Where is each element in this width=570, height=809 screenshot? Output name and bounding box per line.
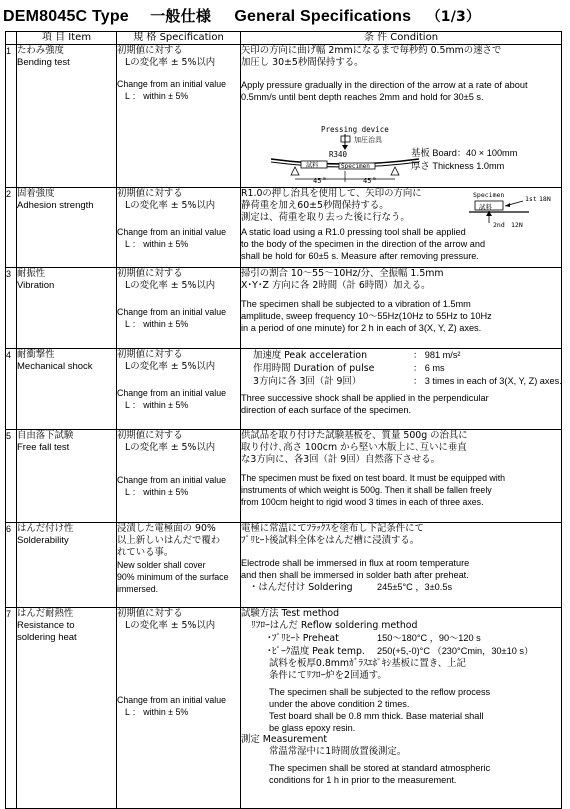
spec-en2: L ： within ± 5% bbox=[125, 239, 189, 249]
adhesion-diagram bbox=[465, 189, 555, 233]
cond-l11: 測定 Measurement bbox=[241, 734, 328, 745]
row-num: 3 bbox=[6, 268, 17, 349]
spec-en1: Change from an initial value bbox=[117, 307, 227, 317]
spec-table bbox=[5, 31, 562, 809]
spec-jp2: 以上新しいはんだで覆わ bbox=[117, 535, 221, 546]
item-jp: 耐振性 bbox=[17, 268, 46, 279]
spec-en2: L ： within ± 5% bbox=[125, 400, 189, 410]
header-item: 項 目 Item bbox=[17, 32, 117, 45]
adh-second-val: 12N bbox=[511, 221, 523, 229]
row-num: 6 bbox=[6, 523, 17, 608]
thick-jp: 厚さ bbox=[411, 161, 430, 172]
adh-arrowhead-1st bbox=[505, 203, 510, 207]
spec-jp2: Lの変化率 ± 5%以内 bbox=[125, 620, 216, 631]
spec-jp1: 初期値に対する bbox=[117, 45, 183, 56]
spec-en1: Change from an initial value bbox=[117, 227, 227, 237]
diagram-specimen-jp: 試料 bbox=[306, 162, 319, 169]
dur-val: ： 6 ms bbox=[413, 363, 445, 373]
row-spec bbox=[117, 349, 241, 430]
row-spec bbox=[117, 430, 241, 523]
spec-en3: immersed. bbox=[117, 584, 159, 594]
cond-l9: Test board shall be 0.8 mm thick. Base material shall bbox=[269, 711, 484, 721]
shock-dur bbox=[241, 362, 561, 375]
row-condition bbox=[241, 45, 562, 188]
item-en: Vibration bbox=[17, 280, 55, 291]
cond-en2: 0.5mm/s until bent depth reaches 2mm and hold for 30±5 s. bbox=[241, 92, 484, 102]
cond-jp2: 取り付け､高さ 100cm から堅い木版上に､互いに垂直 bbox=[241, 442, 467, 453]
item-en2: soldering heat bbox=[17, 632, 77, 643]
title-model: DEM8045C Type bbox=[3, 8, 129, 25]
cond-l14: conditions for 1 h in prior to the measurement. bbox=[269, 775, 457, 785]
page-title bbox=[3, 2, 563, 30]
spec-jp2: Lの変化率 ± 5%以内 bbox=[125, 361, 216, 372]
row-num: 2 bbox=[6, 188, 17, 268]
row-spec bbox=[117, 188, 241, 268]
adh-specimen-en: Specimen bbox=[473, 191, 505, 199]
cond-jp1: 掃引の割合 10～55～10Hz/分、全振幅 1.5mm bbox=[241, 268, 444, 279]
row-num: 1 bbox=[6, 45, 17, 188]
row-condition bbox=[241, 430, 562, 523]
cond-jp3: な3方向に、各3回（計 9回）自然落下させる。 bbox=[241, 454, 441, 465]
spec-jp1: 初期値に対する bbox=[117, 608, 183, 619]
spec-en1: Change from an initial value bbox=[117, 475, 227, 485]
cond-en2: to the body of the specimen in the direction of the arrow and bbox=[241, 239, 486, 249]
cond-l10: be glass epoxy resin. bbox=[269, 723, 356, 733]
spec-en1: New solder shall cover bbox=[117, 560, 206, 570]
table-row bbox=[6, 523, 562, 608]
row-spec bbox=[117, 45, 241, 188]
cond-en2: and then shall be immersed in solder bath after preheat. bbox=[241, 570, 469, 580]
row-item bbox=[17, 349, 117, 430]
row-num: 5 bbox=[6, 430, 17, 523]
diagram-dim-left-unit: m bbox=[323, 177, 326, 182]
cond-en2: instruments of which weight is 500g. Then it shall be fallen freely bbox=[241, 485, 492, 495]
spec-jp1: 初期値に対する bbox=[117, 268, 183, 279]
board-jp: 基板 bbox=[411, 148, 430, 159]
cond-l3a: ･ﾌﾟﾘﾋｰﾄ Preheat bbox=[267, 633, 339, 644]
item-en: Mechanical shock bbox=[17, 361, 93, 372]
adh-first: 1st bbox=[525, 195, 537, 203]
row-item bbox=[17, 45, 117, 188]
cond-en2: direction of each surface of the specimen. bbox=[241, 405, 412, 415]
spec-en2: L ： within ± 5% bbox=[125, 707, 189, 717]
cond-l6: 条件にてﾘﾌﾛｰ炉を2回通す。 bbox=[269, 670, 387, 681]
diagram-r-label: R340 bbox=[329, 150, 348, 159]
row-condition bbox=[241, 188, 562, 268]
cond-soldering bbox=[241, 581, 561, 594]
row-condition bbox=[241, 608, 562, 809]
cond-jp2: 加圧し 30±5秒間保持する。 bbox=[241, 57, 364, 68]
adh-specimen-jp: 試料 bbox=[479, 203, 492, 211]
cond-l4b: 250(+5,-0)°C （230°Cmin，30±10 s） bbox=[377, 646, 534, 656]
row-item bbox=[17, 608, 117, 809]
cond-en3: shall be hold for 60±5 s. Measure after removing pressure. bbox=[241, 251, 479, 261]
spec-en2: 90% minimum of the surface bbox=[117, 572, 229, 582]
cond-l4a: ･ﾋﾟｰｸ温度 Peak temp. bbox=[267, 646, 365, 657]
table-row bbox=[6, 188, 562, 268]
spec-jp1: 浸漬した電極面の 90% bbox=[117, 523, 216, 534]
shock-dir bbox=[241, 375, 561, 388]
cond-jp1: R1.0の押し治具を使用して、矢印の方向に bbox=[241, 188, 422, 199]
cond-en1: A static load using a R1.0 pressing tool shall be applied bbox=[241, 227, 466, 237]
support-left bbox=[291, 167, 299, 175]
row-condition bbox=[241, 268, 562, 349]
row-condition bbox=[241, 349, 562, 430]
cond-l8: under the above condition 2 times. bbox=[269, 699, 410, 709]
spec-en1: Change from an initial value bbox=[117, 79, 227, 89]
item-jp: 固着強度 bbox=[17, 188, 55, 199]
cond-peak bbox=[241, 645, 561, 658]
shock-acc bbox=[241, 349, 561, 362]
cond-l13: The specimen shall be stored at standard atmospheric bbox=[269, 763, 491, 773]
diagram-pressing-jp: 加圧治具 bbox=[354, 136, 382, 144]
cond-l3b: 150～180°C ，90～120 s bbox=[377, 633, 481, 643]
spec-jp1: 初期値に対する bbox=[117, 430, 183, 441]
cond-en1: Electrode shall be immersed in flux at room temperature bbox=[241, 558, 470, 568]
row-num: 4 bbox=[6, 349, 17, 430]
cond-jp1: 矢印の方向に曲げ幅 2mmになるまで毎秒約 0.5mmの速さで bbox=[241, 45, 502, 56]
spec-jp1: 初期値に対する bbox=[117, 188, 183, 199]
spec-jp2: Lの変化率 ± 5%以内 bbox=[125, 200, 216, 211]
row-spec bbox=[117, 268, 241, 349]
cond-en3-val: 245±5°C ，3±0.5s bbox=[377, 582, 453, 592]
cond-l5: 試料を板厚0.8mmｶﾞﾗｽｴﾎﾟｷｼ基板に置き、上記 bbox=[269, 658, 466, 669]
table-row bbox=[6, 45, 562, 188]
thick-en: Thickness 1.0mm bbox=[432, 161, 505, 171]
diagram-dim-right: 45 bbox=[363, 177, 372, 183]
cond-jp3: 測定は、荷重を取り去った後に行なう。 bbox=[241, 212, 410, 223]
diagram-dim-right-unit: m bbox=[373, 177, 376, 182]
row-item bbox=[17, 523, 117, 608]
header-condition: 条 件 Condition bbox=[241, 32, 562, 45]
board-spec bbox=[411, 147, 517, 173]
cond-en1: The specimen shall be subjected to a vibration of 1.5mm bbox=[241, 299, 471, 309]
adh-second: 2nd bbox=[493, 221, 505, 229]
cond-en1: Three successive shock shall be applied in the perpendicular bbox=[241, 393, 489, 403]
row-num: 7 bbox=[6, 608, 17, 809]
item-jp: たわみ強度 bbox=[17, 45, 64, 56]
item-en: Bending test bbox=[17, 57, 70, 68]
diagram-specimen-en: Specimen bbox=[341, 163, 370, 170]
spec-en2: L ： within ± 5% bbox=[125, 487, 189, 497]
item-en: Free fall test bbox=[17, 442, 70, 453]
spec-jp2: Lの変化率 ± 5%以内 bbox=[125, 280, 216, 291]
cond-en2: amplitude, sweep frequency 10～55Hz(10Hz to 55Hz to 10Hz bbox=[241, 311, 492, 321]
table-row bbox=[6, 268, 562, 349]
spec-jp1: 初期値に対する bbox=[117, 349, 183, 360]
table-row bbox=[6, 349, 562, 430]
title-en: General Specifications bbox=[234, 8, 412, 25]
cond-jp1: 供試品を取り付けた試験基板を、質量 500g の治具に bbox=[241, 430, 468, 441]
spec-en1: Change from an initial value bbox=[117, 695, 227, 705]
item-en1: Resistance to bbox=[17, 620, 75, 631]
board-en: Board：40 × 100mm bbox=[432, 148, 518, 158]
cond-jp1: 電極に常温にてﾌﾗｯｸｽを塗布し下記条件にて bbox=[241, 523, 424, 534]
cond-en1: Apply pressure gradually in the direction of the arrow at a rate of about bbox=[241, 80, 528, 90]
dir-label: 3方向に各 3回（計 9回） bbox=[253, 376, 362, 387]
cond-jp2: 静荷重を加え60±5秒間保持する。 bbox=[241, 200, 389, 211]
cond-preheat bbox=[241, 632, 561, 645]
item-jp: はんだ付け性 bbox=[17, 523, 74, 534]
header-num bbox=[6, 32, 17, 45]
item-jp: はんだ耐熱性 bbox=[17, 608, 74, 619]
header-spec: 規 格 Specification bbox=[117, 32, 241, 45]
cond-l1: 試験方法 Test method bbox=[241, 608, 340, 619]
cond-en3: ・はんだ付け Soldering bbox=[249, 582, 353, 593]
row-item bbox=[17, 430, 117, 523]
table-row bbox=[6, 608, 562, 809]
cond-l12: 常温常湿中に1時間放置後測定。 bbox=[269, 746, 407, 757]
diagram-pressing-device: Pressing device bbox=[321, 125, 389, 134]
title-page: （1/3） bbox=[426, 9, 481, 25]
adh-first-val: 18N bbox=[539, 195, 551, 203]
row-spec bbox=[117, 608, 241, 809]
title-jp: 一般仕様 bbox=[150, 7, 212, 25]
item-jp: 自由落下試験 bbox=[17, 430, 74, 441]
row-condition bbox=[241, 523, 562, 608]
cond-en1: The specimen must be fixed on test board. It must be equipped with bbox=[241, 473, 506, 483]
item-en: Adhesion strength bbox=[17, 200, 94, 211]
table-row bbox=[6, 430, 562, 523]
spec-jp2: Lの変化率 ± 5%以内 bbox=[125, 442, 216, 453]
dir-val: ： 3 times in each of 3(X, Y, Z) axes. bbox=[413, 376, 562, 386]
row-item bbox=[17, 188, 117, 268]
cond-en3: in a period of one minute) for 2 h in each of 3(X, Y, Z) axes. bbox=[241, 323, 482, 333]
row-spec bbox=[117, 523, 241, 608]
cond-l7: The specimen shall be subjected to the reflow process bbox=[269, 687, 491, 697]
dur-label: 作用時間 Duration of pulse bbox=[253, 363, 375, 374]
diagram-dim-left: 45 bbox=[313, 177, 322, 183]
item-en: Solderability bbox=[17, 535, 69, 546]
spec-jp2: Lの変化率 ± 5%以内 bbox=[125, 57, 216, 68]
acc-val: ： 981 m/s² bbox=[413, 350, 461, 360]
table-header bbox=[6, 32, 562, 45]
spec-en2: L ： within ± 5% bbox=[125, 91, 189, 101]
spec-en1: Change from an initial value bbox=[117, 388, 227, 398]
acc-label: 加速度 Peak acceleration bbox=[253, 350, 368, 361]
cond-l2: ﾘﾌﾛｰはんだ Reflow soldering method bbox=[251, 620, 418, 631]
support-right bbox=[391, 167, 399, 175]
cond-en3: from 100cm height to rigid wood 3 times in each of three axes. bbox=[241, 497, 484, 507]
item-jp: 耐衝撃性 bbox=[17, 349, 55, 360]
cond-jp2: X･Y･Z 方向に各 2時間（計 6時間）加える。 bbox=[241, 280, 431, 291]
row-item bbox=[17, 268, 117, 349]
cond-jp2: ﾌﾟﾘﾋｰﾄ後試料全体をはんだ槽に浸漬する。 bbox=[241, 535, 420, 546]
spec-en2: L ： within ± 5% bbox=[125, 319, 189, 329]
spec-jp3: れている事。 bbox=[117, 547, 174, 558]
